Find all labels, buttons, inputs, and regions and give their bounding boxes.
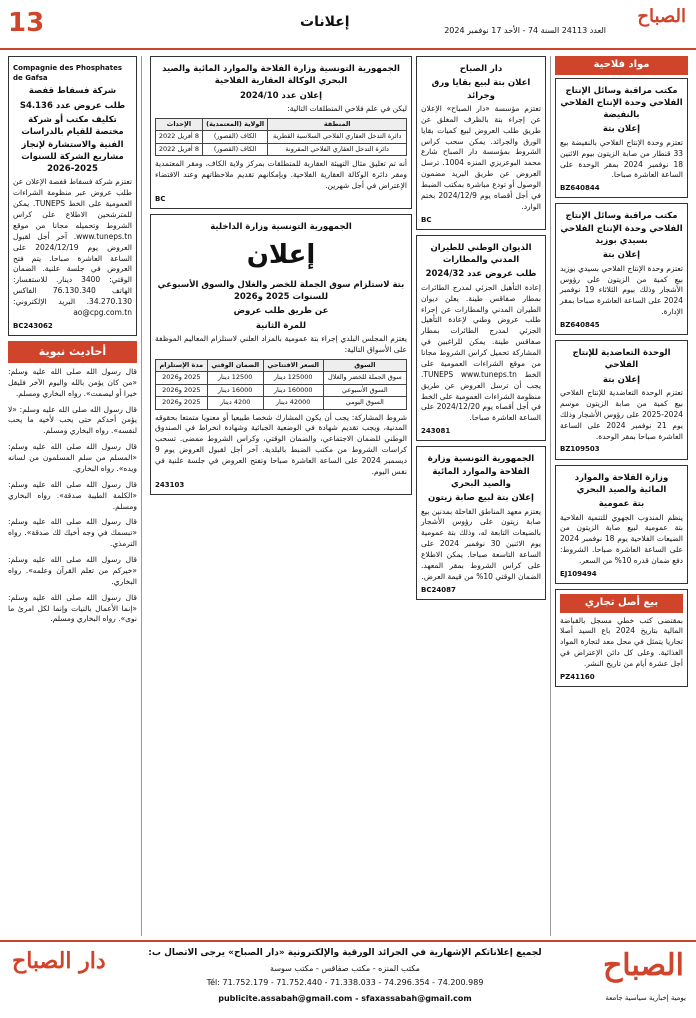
ad-body: تعتزم وحدة الإنتاج الفلاحي بسيدي بوزيد بيع كمية من الزيتون على رؤوس الأشجار وذلك بيوم الثلاثاء 19 نوفمبر 2024 على الساعة العاشرة صباحا بمقر الإدارة. (560, 263, 683, 317)
ad-box (555, 203, 688, 335)
ad-body: بمقتضى كتب خطي مسجل بالقباضة المالية بتاريخ 2024 باع السيد أصلا تجاريا يتمثل في محل معد لتجارة المواد الغذائية. وعلى كل دائن الإعتراض في أجل عشرة أيام من تاريخ النشر. (560, 615, 684, 669)
table-cell: 160000 دينار (263, 384, 323, 396)
section-title: إعلانات (300, 14, 350, 30)
table-cell: دائرة التدخل العقاري الفلاحي السلاسية القطرية (268, 131, 407, 143)
ad-body: تعتزم شركة فسفاط قفصة الإعلان عن طلب عروض عبر منظومة الشراءات العمومية على الخط TUNEPS. يمكن للمترشحين الاطلاع على كراس الشروط وتحميله مجانا من موقع www.tuneps.tn. آخر أجل لقبول العروض يوم 2024/12/19 على الساعة العاشرة صباحا. يتم فتح العروض في جلسة علنية. الضمان الوقتي: 3400 دينار. للاستفسار: الهاتف 76.130.340 الفاكس 34.270.130. البريد الإلكتروني: ao@cpg.com.tn (13, 177, 132, 317)
table-cell: الكاف (القصور) (202, 143, 268, 155)
column-mid-left (150, 56, 412, 936)
ad-head: الجمهورية التونسية وزارة الفلاحة والموارد المائية والصيد البحري (427, 454, 535, 489)
footer-offices: مكتب المنزه - مكتب صفاقس - مكتب سوسة (270, 964, 420, 973)
ad-sub: بتة عمومية (598, 499, 645, 510)
ad-ref: BC (155, 194, 166, 203)
issue-info: العدد 24113 السنة 74 - الأحد 17 نوفمبر 2024 (444, 26, 606, 35)
table-cell: سوق الجملة للخضر والغلال (323, 372, 406, 384)
ad-box (416, 235, 546, 441)
ad-head: شركة فسفاط قفصة (28, 86, 117, 97)
page-number: 13 (8, 8, 45, 38)
ad-box (416, 446, 546, 600)
table-cell: 2025 و2026 (156, 384, 208, 396)
company-logo-text: Compagnie des Phosphates de Gafsa (13, 64, 122, 83)
hadith-item: قال رسول الله صلى الله عليه وسلم: «من كان يؤمن بالله واليوم الآخر فليقل خيرا أو ليصمت». رواه البخاري ومسلم. (8, 366, 137, 398)
ad-ref: BC243062 (13, 321, 53, 330)
table-cell: السوق اليومي (323, 397, 406, 409)
ad-sub: اعلان بتة لبيع بقايا ورق وجرائد (431, 78, 531, 101)
ad-head: دار الصباح (459, 64, 503, 74)
ad-head: الجمهورية التونسية وزارة الداخلية (210, 221, 352, 232)
hadith-item: قال رسول الله صلى الله عليه وسلم: «إنما الأعمال بالنيات وإنما لكل امرئ ما نوى». رواه البخاري ومسلم. (8, 592, 137, 624)
ad-ref: 243103 (155, 480, 185, 489)
table-header: الضمان الوقتي (207, 359, 263, 371)
ad-method: عن طريق طلب عروض (233, 306, 329, 317)
ad-box (555, 78, 688, 199)
ad-ref: BC24087 (421, 585, 456, 594)
column-title: مواد فلاحية (555, 56, 688, 75)
ad-sub: إعلان بتة لبيع صابة زيتون (428, 493, 534, 504)
ad-body: أنه تم تعليق مثال التهيئة العقارية للمتطلقات بمركز ولاية الكاف، ومقر المعتمدية ومقر دائرة الوكالة العقارية الفلاحية. وبإمكانهم تقديم ملاحظاتهم وعند الاقتضاء الإعتراض في أجل شهرين. (155, 159, 407, 190)
hadith-item: قال رسول الله صلى الله عليه وسلم: «خيركم من تعلم القرآن وعلمه». رواه البخاري. (8, 555, 137, 586)
table-cell: الكاف (القصور) (202, 131, 268, 143)
table-cell: دائرة التدخل العقاري الفلاحي المقرونة (268, 143, 407, 155)
ad-body: يعتزم معهد المناطق القاحلة بمدنين بيع صابة زيتون على رؤوس الأشجار بالضيعات التابعة له، وذلك بتة عمومية يوم الاثنين 30 نوفمبر 2024 على الساعة التاسعة صباحا. يمكن الاطلاع على كراس الشروط بمقر المعهد. الضمان الوقتي 10% من قيمة العرض. (421, 506, 541, 581)
footer-phones: Tél: 71.752.179 - 71.752.440 - 71.338.033 - 74.296.354 - 74.200.989 (206, 978, 484, 987)
footer-tagline: يومية إخبارية سياسية جامعة (605, 994, 686, 1002)
ad-head: مكتب مراقبة وسائل الإنتاج الفلاحي وحدة الإنتاج الفلاحي بسيدي بوزيد (560, 211, 683, 247)
ad-sub: طلب عروض عدد S4.136 (19, 100, 126, 111)
ad-box (416, 56, 546, 230)
ad-head: الديوان الوطني للطيران المدني والمطارات (430, 242, 532, 266)
table-cell: 8 أفريل 2022 (156, 143, 203, 155)
ad-box (8, 56, 137, 336)
ad-box (555, 589, 688, 687)
ad-sub: إعلان بتة (602, 124, 641, 135)
table-header: مدة الإستلزام (156, 359, 208, 371)
footer-contact-heading: لجميع إعلاناتكم الإشهارية في الجرائد الورقية والإلكترونية «دار الصباح» يرجى الاتصال ب: (148, 948, 542, 958)
region-table (155, 118, 407, 156)
ad-ref: BZ640845 (560, 321, 600, 330)
table-row (156, 143, 407, 155)
table-header: الولاية (المعتمدية) (202, 118, 268, 130)
ad-desc: تكليف مكتب أو شركة مختصة للقيام بالدراسات الفنية والاستشارة لإنجاز مشاريع الشركة للسنوات 2025-2026 (21, 114, 124, 175)
table-cell: 8 أفريل 2022 (156, 131, 203, 143)
ad-head: الجمهورية التونسية وزارة الفلاحة والموارد المائية والصيد البحري الوكالة العقارية الفلاحية (162, 64, 400, 87)
ad-box (555, 465, 688, 584)
ad-head: بيع أصل تجاري (560, 594, 683, 613)
page-header (0, 0, 696, 50)
footer-logo-secondary: دار الصباح (12, 948, 106, 974)
table-header: الإحداث (156, 118, 203, 130)
ad-ref: EJ109494 (560, 569, 597, 578)
ad-sub: طلب عروض عدد 2024/32 (425, 269, 537, 280)
ad-head: مكتب مراقبة وسائل الإنتاج الفلاحي وحدة الإنتاج الفلاحي بالنفيضة (560, 85, 683, 121)
newspaper-logo: الصباح (637, 6, 686, 27)
ad-sub: إعلان بتة (602, 374, 641, 385)
ad-box (555, 340, 688, 459)
hadith-item: قال رسول الله صلى الله عليه وسلم: «الكلمة الطيبة صدقة». رواه البخاري ومسلم. (8, 479, 137, 511)
table-cell: 16000 دينار (207, 384, 263, 396)
table-cell: 4200 دينار (207, 397, 263, 409)
table-row (156, 131, 407, 143)
hadith-section-title: أحاديث نبوية (8, 341, 137, 363)
table-row (156, 384, 407, 396)
ad-sub: بتة لاستلزام سوق الجملة للخضر والغلال والسوق الأسبوعي للسنوات 2025 و2026 (157, 279, 405, 303)
column-left (8, 56, 142, 936)
ad-intro: ليكن في علم فلاحي المتطلقات التالية: (287, 103, 407, 113)
table-row (156, 397, 407, 409)
hadith-item: قال رسول الله صلى الله عليه وسلم: «لا يؤمن أحدكم حتى يحب لأخيه ما يحب لنفسه». رواه البخاري ومسلم. (8, 404, 137, 436)
ad-ref: PZ41160 (560, 672, 595, 681)
ad-sub: إعلان بتة (602, 250, 641, 261)
table-cell: 2025 و2026 (156, 397, 208, 409)
ad-ref: BC (421, 215, 432, 224)
table-row (156, 372, 407, 384)
footer-logo: الصباح (602, 948, 684, 983)
ad-head: الوحدة التعاضدية للإنتاج الفلاحي (572, 348, 671, 371)
footer-emails: publicite.assabah@gmail.com - sfaxassabah@gmail.com (218, 994, 472, 1003)
ad-conditions: شروط المشاركة: يجب أن يكون المشارك شخصا طبيعيا أو معنويا متمتعا بحقوقه المدنية، ويجب تقديم شهادة في الوضعية الجبائية وشهادة انخراط في الصندوق الوطني للضمان الاجتماعي، والضمان الوقتي، وكراس الشروط ممضى. تسحب كراسات الشروط من مكتب الضبط بالبلدية. آخر أجل لقبول العروض يوم 9 ديسمبر 2024 على الساعة العاشرة صباحا وتفتح العروض في جلسة علنية في نفس اليوم. (155, 412, 407, 476)
page-footer (0, 940, 696, 1018)
hadith-item: قال رسول الله صلى الله عليه وسلم: «تبسمك في وجه أخيك لك صدقة». رواه الترمذي. (8, 517, 137, 549)
table-cell: 42000 دينار (263, 397, 323, 409)
ad-body: تعتزم الوحدة التعاضدية للإنتاج الفلاحي بيع كمية من صابة الزيتون موسم 2024-2025 على رؤوس الأشجار وذلك يوم 21 نوفمبر 2024 على الساعة العاشرة صباحا بمقر الوحدة. (560, 388, 683, 441)
column-right (550, 56, 688, 936)
hadith-item: قال رسول الله صلى الله عليه وسلم: «المسلم من سلم المسلمون من لسانه ويده». رواه البخاري. (8, 442, 137, 473)
table-cell: 2025 و2026 (156, 372, 208, 384)
hadith-list (8, 367, 137, 625)
column-mid-right (416, 56, 546, 936)
market-table (155, 359, 407, 410)
ad-lot: للمرة الثانية (255, 320, 307, 331)
ad-sub: إعلان عدد 2024/10 (239, 90, 323, 101)
table-cell: 12500 دينار (207, 372, 263, 384)
ad-box (150, 214, 412, 495)
ad-head: وزارة الفلاحة والموارد المائية والصيد البحري (574, 472, 669, 495)
ad-ref: 243081 (421, 427, 451, 436)
ad-intro: يعتزم المجلس البلدي إجراء بتة عمومية بالمزاد العلني لاستلزام المعاليم الموظفة على الأسواق التالية: (155, 334, 407, 354)
ad-ref: BZ640844 (560, 184, 600, 193)
ad-box (150, 56, 412, 209)
table-cell: السوق الأسبوعي (323, 384, 406, 396)
ad-body: تعتزم وحدة الإنتاج الفلاحي بالنفيضة بيع 33 قنطار من صابة الزيتون بيوم الاثنين 18 نوفمبر 2024 بمقر الوحدة على الساعة العاشرة صباحا. (560, 137, 683, 180)
ad-body: ينظم المندوب الجهوي للتنمية الفلاحية بتة عمومية لبيع صابة الزيتون من الضيعات الفلاحية يوم 18 نوفمبر 2024 على الساعة العاشرة صباحا. الشروط: دفع ضمان قدره 10% من السعر. (560, 512, 683, 566)
ad-big-title: إعلان (246, 240, 316, 271)
table-header: المنطقة (268, 118, 407, 130)
table-cell: 125000 دينار (263, 372, 323, 384)
ad-body: تعتزم مؤسسة «دار الصباح» الإعلان عن إجراء بتة بالظرف المغلق عن طريق طلب العروض لبيع كميات بقايا الورق والجرائد. يمكن سحب كراس الشروط بمؤسسة دار الصباح شارع محمد البوعزيزي المنزه 1004. ترسل العروض عن طريق البريد مضمون الوصول أو تودع مباشرة بمكتب الضبط في أجل أقصاه يوم 2024/12/9 بختم الوارد. (421, 103, 541, 211)
ad-body: إعادة التأهيل الجزئي لمدرج الطائرات بمطار صفاقس طينة. يعلن ديوان الطيران المدني والمطارات عن إجراء طلب عروض وطني لإعادة التأهيل الجزئي لمدرج الطائرات بمطار صفاقس طينة. يمكن للراغبين في المشاركة تحميل كراس الشروط مجانا من موقع الشراءات العمومية على الخط TUNEPS www.tuneps.tn. يجب أن ترسل العروض عن طريق منظومة الشراءات العمومية على الخط في أجل أقصاه يوم 2024/12/20 على الساعة العاشرة صباحا. (421, 282, 542, 423)
table-header: السعر الافتتاحي (263, 359, 323, 371)
ad-ref: BZ109503 (560, 445, 600, 454)
table-header: السوق (323, 359, 406, 371)
